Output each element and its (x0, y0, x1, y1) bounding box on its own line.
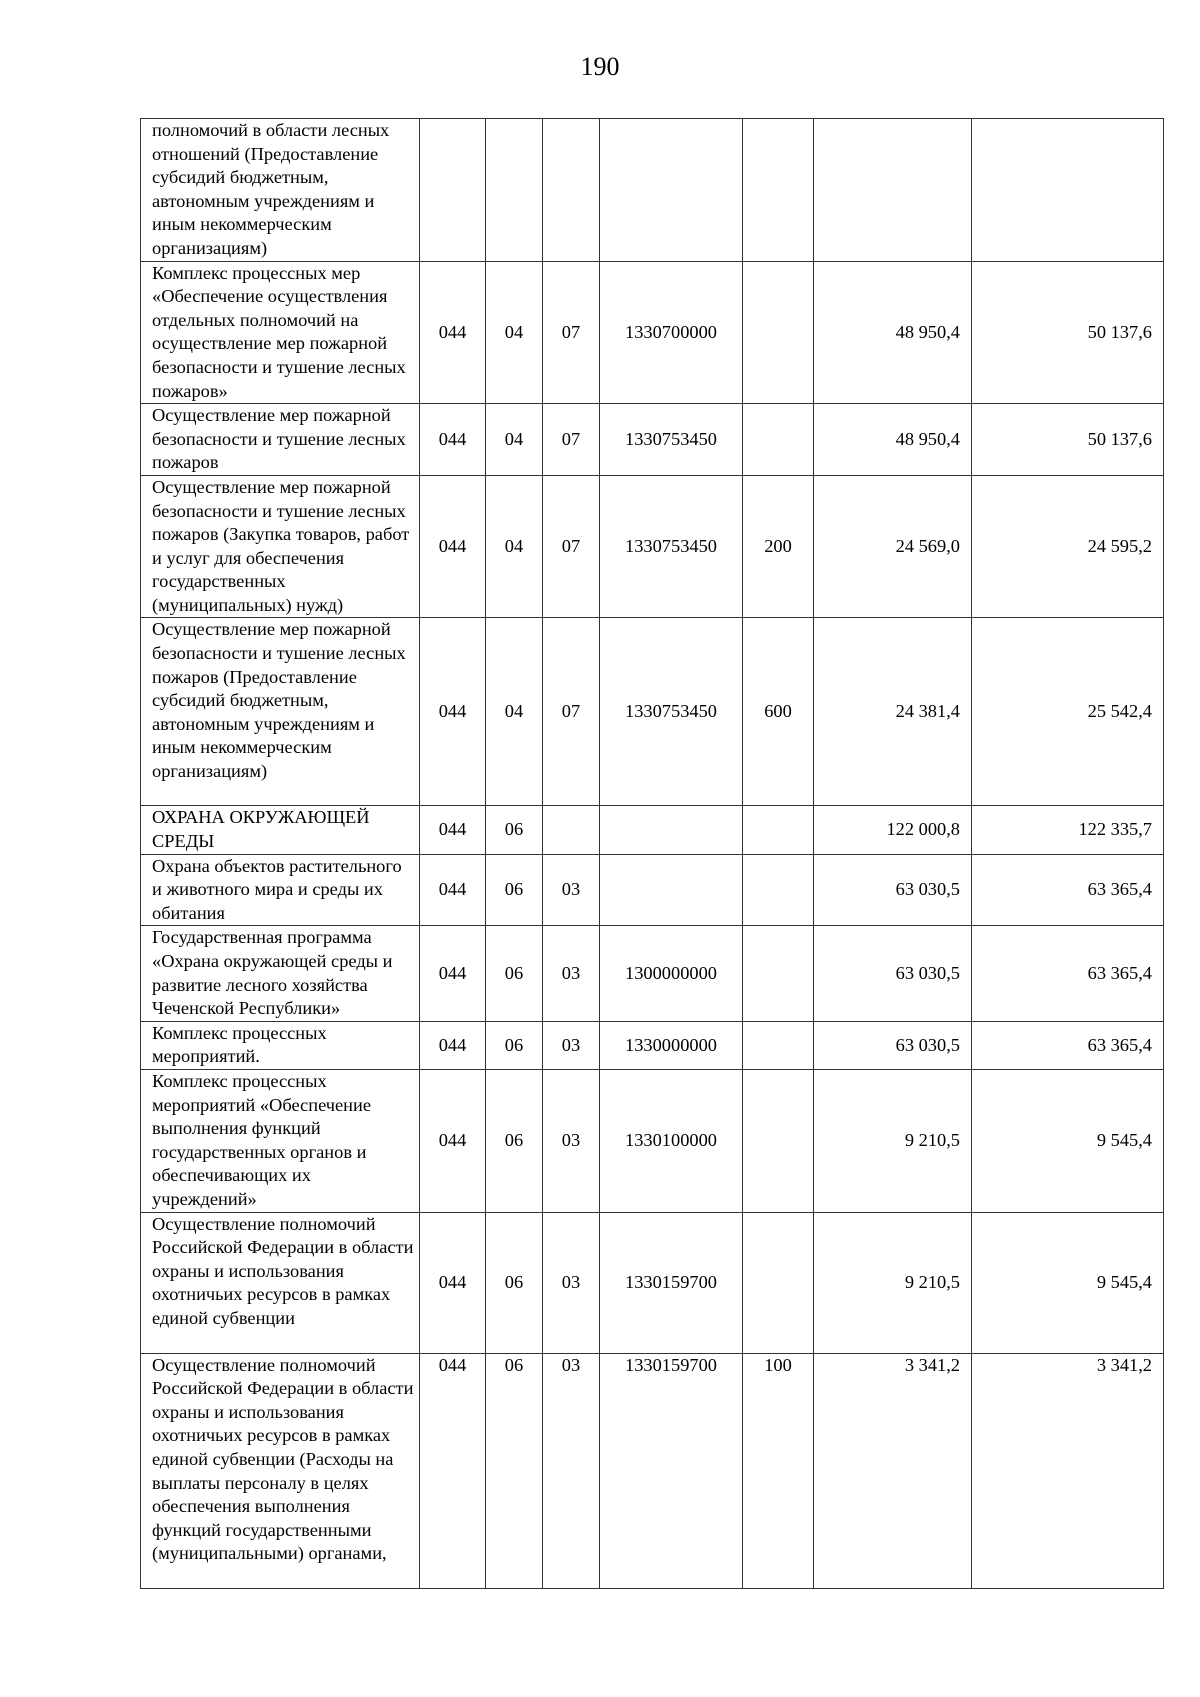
table-row (141, 1021, 1164, 1069)
item-name: Охрана объектов растительного и животного мира и среды их обитания (141, 854, 420, 926)
subsection-code: 03 (543, 854, 600, 926)
subsection-code: 07 (543, 261, 600, 404)
item-name: полномочий в области лесных отношений (Предоставление субсидий бюджетным, автономным учреждениям и иным некоммерческим организациям) (141, 119, 420, 262)
subsection-code: 03 (543, 1070, 600, 1213)
subsection-code (543, 806, 600, 854)
item-name: ОХРАНА ОКРУЖАЮЩЕЙ СРЕДЫ (141, 806, 420, 854)
amount-year-1: 48 950,4 (814, 261, 972, 404)
target-article-code: 1300000000 (600, 926, 743, 1021)
ved-code: 044 (420, 806, 486, 854)
table-row (141, 119, 1164, 262)
item-name: Комплекс процессных мероприятий. (141, 1021, 420, 1069)
item-name: Государственная программа «Охрана окружающей среды и развитие лесного хозяйства Чеченской Республики» (141, 926, 420, 1021)
ved-code: 044 (420, 404, 486, 476)
item-name: Комплекс процессных мер «Обеспечение осуществления отдельных полномочий на осуществление мер пожарной безопасности и тушение лесных пожаров» (141, 261, 420, 404)
expense-type-code: 200 (743, 475, 814, 618)
amount-year-2: 63 365,4 (972, 1021, 1164, 1069)
ved-code: 044 (420, 1212, 486, 1353)
ved-code (420, 119, 486, 262)
ved-code: 044 (420, 1021, 486, 1069)
section-code: 06 (486, 1070, 543, 1213)
item-name: Комплекс процессных мероприятий «Обеспечение выполнения функций государственных органов и обеспечивающих их учреждений» (141, 1070, 420, 1213)
section-code: 06 (486, 806, 543, 854)
table-row (141, 618, 1164, 806)
amount-year-2: 63 365,4 (972, 854, 1164, 926)
amount-year-2 (972, 119, 1164, 262)
section-code: 04 (486, 404, 543, 476)
amount-year-2: 9 545,4 (972, 1070, 1164, 1213)
item-name: Осуществление полномочий Российской Федерации в области охраны и использования охотничьих ресурсов в рамках единой субвенции (141, 1212, 420, 1353)
target-article-code: 1330753450 (600, 475, 743, 618)
table-row (141, 404, 1164, 476)
table-row (141, 926, 1164, 1021)
item-name: Осуществление мер пожарной безопасности и тушение лесных пожаров (141, 404, 420, 476)
target-article-code: 1330100000 (600, 1070, 743, 1213)
subsection-code: 07 (543, 404, 600, 476)
amount-year-2: 122 335,7 (972, 806, 1164, 854)
amount-year-1: 9 210,5 (814, 1070, 972, 1213)
target-article-code (600, 854, 743, 926)
table-row (141, 475, 1164, 618)
expense-type-code (743, 404, 814, 476)
table-row (141, 1070, 1164, 1213)
amount-year-2: 3 341,2 (972, 1353, 1164, 1588)
table-row (141, 806, 1164, 854)
budget-table (140, 118, 1164, 1589)
section-code (486, 119, 543, 262)
subsection-code: 03 (543, 1021, 600, 1069)
expense-type-code (743, 926, 814, 1021)
amount-year-2: 50 137,6 (972, 261, 1164, 404)
section-code: 06 (486, 854, 543, 926)
expense-type-code: 100 (743, 1353, 814, 1588)
amount-year-1: 63 030,5 (814, 926, 972, 1021)
section-code: 04 (486, 475, 543, 618)
section-code: 04 (486, 618, 543, 806)
section-code: 06 (486, 926, 543, 1021)
ved-code: 044 (420, 926, 486, 1021)
item-name: Осуществление мер пожарной безопасности и тушение лесных пожаров (Предоставление субсидий бюджетным, автономным учреждениям и иным некоммерческим организациям) (141, 618, 420, 806)
amount-year-1: 63 030,5 (814, 1021, 972, 1069)
page-number: 190 (580, 52, 620, 81)
table-row (141, 854, 1164, 926)
target-article-code: 1330159700 (600, 1212, 743, 1353)
section-code: 06 (486, 1212, 543, 1353)
expense-type-code (743, 119, 814, 262)
ved-code: 044 (420, 618, 486, 806)
target-article-code: 1330000000 (600, 1021, 743, 1069)
table-row (141, 1212, 1164, 1353)
subsection-code: 03 (543, 1212, 600, 1353)
amount-year-2: 25 542,4 (972, 618, 1164, 806)
table-row (141, 261, 1164, 404)
amount-year-1: 63 030,5 (814, 854, 972, 926)
subsection-code: 07 (543, 475, 600, 618)
table-row (141, 1353, 1164, 1588)
subsection-code: 07 (543, 618, 600, 806)
amount-year-1 (814, 119, 972, 262)
amount-year-2: 50 137,6 (972, 404, 1164, 476)
subsection-code: 03 (543, 926, 600, 1021)
amount-year-1: 48 950,4 (814, 404, 972, 476)
ved-code: 044 (420, 854, 486, 926)
amount-year-1: 3 341,2 (814, 1353, 972, 1588)
section-code: 06 (486, 1021, 543, 1069)
subsection-code (543, 119, 600, 262)
expense-type-code (743, 806, 814, 854)
section-code: 04 (486, 261, 543, 404)
item-name: Осуществление мер пожарной безопасности и тушение лесных пожаров (Закупка товаров, работ и услуг для обеспечения государственных (муниципальных) нужд) (141, 475, 420, 618)
target-article-code (600, 119, 743, 262)
amount-year-2: 24 595,2 (972, 475, 1164, 618)
budget-table-body (141, 119, 1164, 1589)
amount-year-1: 24 569,0 (814, 475, 972, 618)
expense-type-code: 600 (743, 618, 814, 806)
expense-type-code (743, 261, 814, 404)
ved-code: 044 (420, 1353, 486, 1588)
ved-code: 044 (420, 475, 486, 618)
ved-code: 044 (420, 261, 486, 404)
subsection-code: 03 (543, 1353, 600, 1588)
target-article-code: 1330700000 (600, 261, 743, 404)
expense-type-code (743, 1212, 814, 1353)
expense-type-code (743, 1021, 814, 1069)
target-article-code (600, 806, 743, 854)
section-code: 06 (486, 1353, 543, 1588)
amount-year-1: 24 381,4 (814, 618, 972, 806)
expense-type-code (743, 854, 814, 926)
amount-year-1: 122 000,8 (814, 806, 972, 854)
target-article-code: 1330159700 (600, 1353, 743, 1588)
item-name: Осуществление полномочий Российской Федерации в области охраны и использования охотничьих ресурсов в рамках единой субвенции (Расходы на выплаты персоналу в целях обеспечения выполнения функций государственными (муниципальными) органами, (141, 1353, 420, 1588)
amount-year-2: 9 545,4 (972, 1212, 1164, 1353)
expense-type-code (743, 1070, 814, 1213)
target-article-code: 1330753450 (600, 404, 743, 476)
target-article-code: 1330753450 (600, 618, 743, 806)
amount-year-1: 9 210,5 (814, 1212, 972, 1353)
amount-year-2: 63 365,4 (972, 926, 1164, 1021)
ved-code: 044 (420, 1070, 486, 1213)
